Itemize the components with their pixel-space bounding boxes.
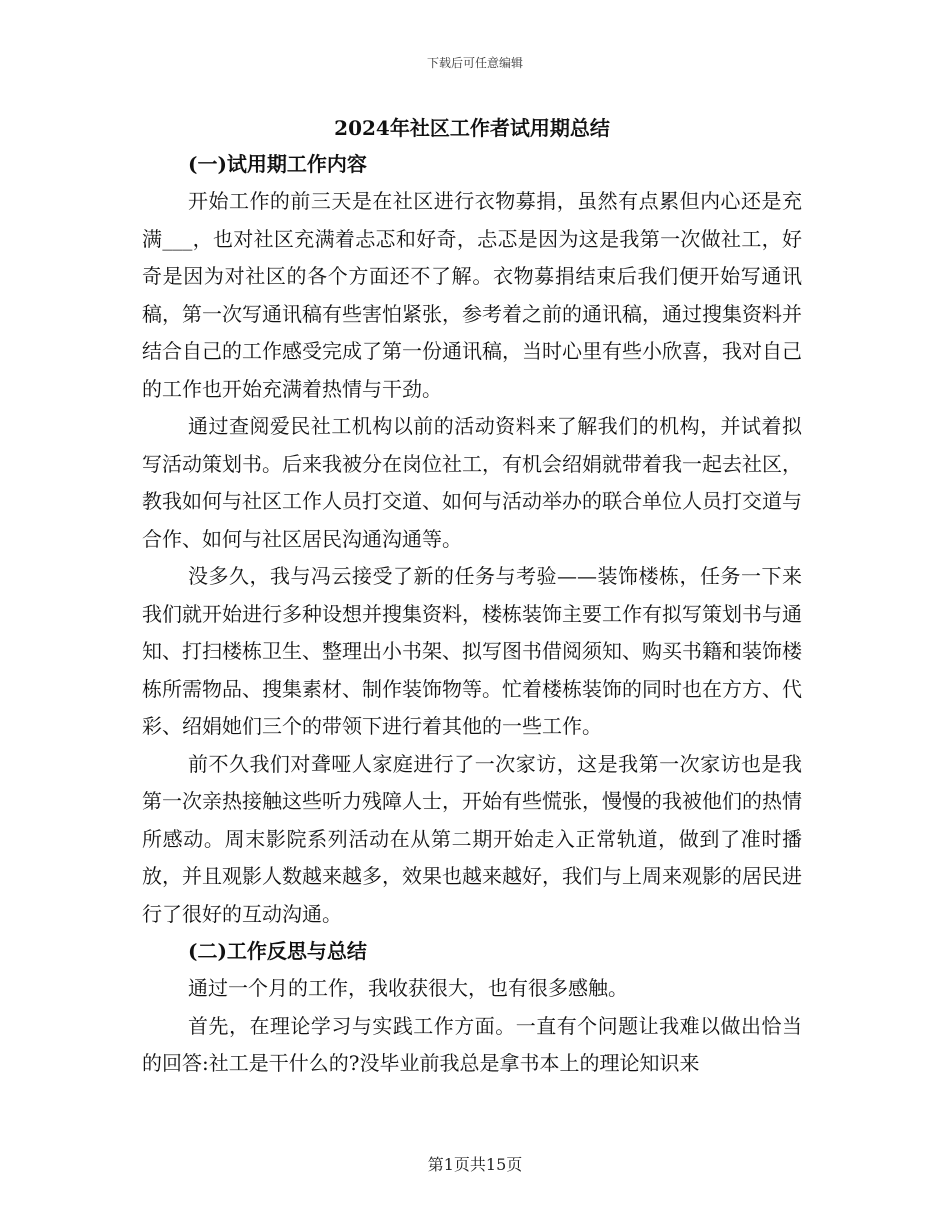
- document-title: 2024年社区工作者试用期总结: [334, 116, 610, 140]
- page-footer: 第1页共15页: [427, 1155, 523, 1174]
- paragraph: 开始工作的前三天是在社区进行衣物募捐，虽然有点累但内心还是充满___，也对社区充满着忐忑和好奇，忐忑是因为这是我第一次做社工，好奇是因为对社区的各个方面还不了解。衣物募捐结束后我们便开始写通讯稿，第一次写通讯稿有些害怕紧张，参考着之前的通讯稿，通过搜集资料并结合自己的工作感受完成了第一份通讯稿，当时心里有些小欣喜，我对自己的工作也开始充满着热情与干劲。: [142, 189, 802, 401]
- section-1: [142, 146, 802, 933]
- paragraph: 通过一个月的工作，我收获很大，也有很多感触。: [188, 976, 628, 1000]
- section-2: [142, 933, 802, 1083]
- header-note: 下载后可任意编辑: [426, 56, 523, 70]
- paragraph: 通过查阅爱民社工机构以前的活动资料来了解我们的机构，并试着拟写活动策划书。后来我被分在岗位社工，有机会绍娟就带着我一起去社区，教我如何与社区工作人员打交道、如何与活动举办的联合单位人员打交道与合作、如何与社区居民沟通沟通等。: [142, 414, 802, 551]
- section-heading: (二)工作反思与总结: [188, 939, 367, 963]
- section-heading: (一)试用期工作内容: [188, 152, 367, 176]
- paragraph: 没多久，我与冯云接受了新的任务与考验——装饰楼栋，任务一下来我们就开始进行多种设想并搜集资料，楼栋装饰主要工作有拟写策划书与通知、打扫楼栋卫生、整理出小书架、拟写图书借阅须知、购买书籍和装饰楼栋所需物品、搜集素材、制作装饰物等。忙着楼栋装饰的同时也在方方、代彩、绍娟她们三个的带领下进行着其他的一些工作。: [142, 564, 802, 738]
- paragraph: 首先，在理论学习与实践工作方面。一直有个问题让我难以做出恰当的回答:社工是干什么的?没毕业前我总是拿书本上的理论知识来: [142, 1013, 802, 1075]
- paragraph: 前不久我们对聋哑人家庭进行了一次家访，这是我第一次家访也是我第一次亲热接触这些听力残障人士，开始有些慌张，慢慢的我被他们的热情所感动。周末影院系列活动在从第二期开始走入正常轨道，做到了准时播放，并且观影人数越来越多，效果也越来越好，我们与上周来观影的居民进行了很好的互动沟通。: [142, 751, 802, 926]
- document-body: [142, 110, 802, 1083]
